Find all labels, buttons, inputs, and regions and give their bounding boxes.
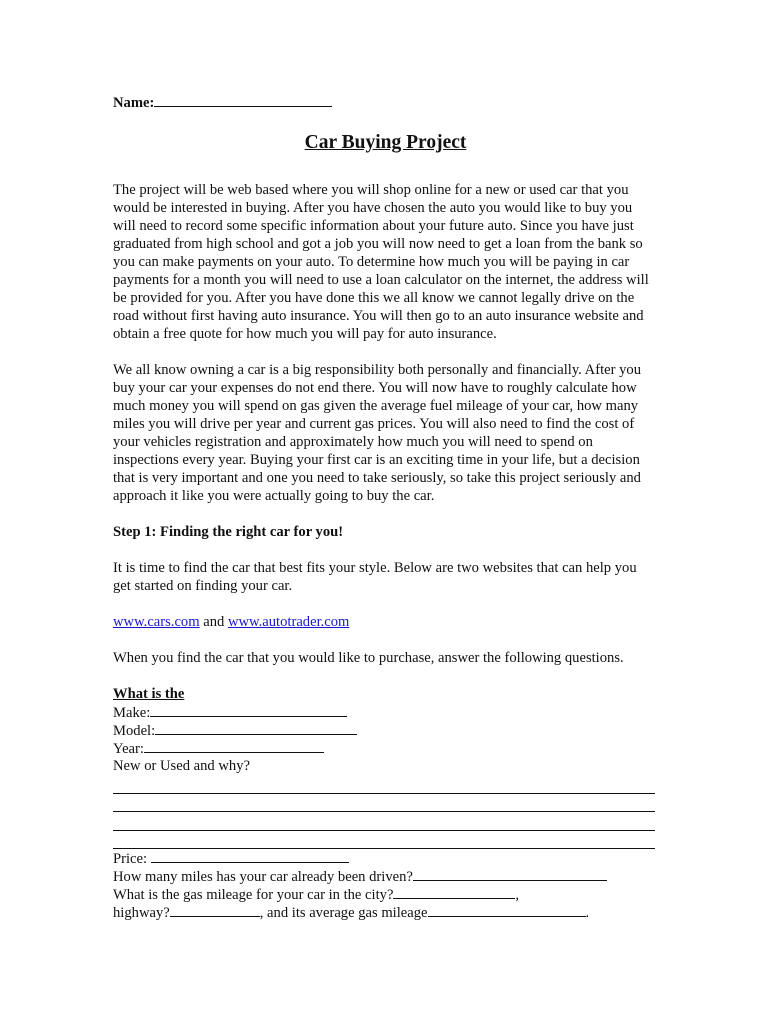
step1-heading: Step 1: Finding the right car for you! [113,524,344,540]
answer-line[interactable] [113,831,655,850]
model-label: Model: [113,723,156,739]
highway-row [113,903,658,921]
step1-intro: It is time to find the car that best fits your style. Below are two websites that can help you get started on finding your car. [113,560,637,594]
model-blank[interactable] [155,721,357,735]
highway-label: highway? [113,905,170,921]
miles-blank[interactable] [413,867,607,881]
year-label: Year: [113,741,144,757]
expenses-paragraph: We all know owning a car is a big responsibility both personally and financially. After you buy your car your expenses do not end there. You will now have to roughly calculate how much money you will spend on gas given the average fuel mileage of your car, how many miles you will drive per year and current gas prices. You will also need to find the cost of your vehicles registration and approximately how much you will need to spend on inspections every year. Buying your first car is an exciting time in your life, but a decision that is very important and one you need to take seriously, so take this project seriously and approach it like you were actually going to buy the car. [113,362,641,504]
new-or-used-label: New or Used and why? [113,758,250,774]
answer-line[interactable] [113,812,655,831]
year-blank[interactable] [144,739,324,753]
price-row [113,849,658,867]
document-page [113,92,658,921]
answer-line[interactable] [113,775,655,794]
make-row [113,703,658,721]
website-links [113,613,658,631]
mileage-city-label: What is the gas mileage for your car in the city? [113,887,394,903]
questions-section [113,685,658,921]
and-text: and [199,614,228,630]
price-label: Price: [113,851,151,867]
average-label: , and its average gas mileage [259,905,428,921]
name-label: Name: [113,95,155,111]
miles-label: How many miles has your car already been driven? [113,869,413,885]
questions-heading: What is the [113,686,185,702]
model-row [113,721,658,739]
price-blank[interactable] [151,849,349,863]
miles-row [113,867,658,885]
make-blank[interactable] [150,703,347,717]
step1-instruction: When you find the car that you would like to purchase, answer the following questions. [113,650,624,666]
name-blank[interactable] [154,92,332,107]
questions-heading-row [113,685,658,703]
name-field-row [113,92,658,110]
page-title: Car Buying Project [304,132,467,153]
mileage-city-row [113,885,658,903]
new-or-used-row [113,757,658,775]
answer-line[interactable] [113,794,655,813]
highway-mileage-blank[interactable] [170,903,260,917]
average-mileage-blank[interactable] [428,903,586,917]
make-label: Make: [113,705,151,721]
city-mileage-blank[interactable] [393,885,515,899]
comma-text: , [515,887,520,903]
autotrader-link[interactable]: www.autotrader.com [227,614,350,630]
cars-link[interactable]: www.cars.com [113,614,200,630]
year-row [113,739,658,757]
intro-paragraph: The project will be web based where you will shop online for a new or used car that you would be interested in buying. After you have chosen the auto you would like to buy you will need to record some specific information about your future auto. Since you have just graduated from high school and got a job you will now need to get a loan from the bank so you can make payments on your auto. To determine how much you will be paying in car payments for a month you will need to use a loan calculator on the internet, the address will be provided for you. After you have done this we all know we cannot legally drive on the road without first having auto insurance. You will then go to an auto insurance website and obtain a free quote for how much you will pay for auto insurance. [113,182,649,342]
period-text: . [585,905,590,921]
